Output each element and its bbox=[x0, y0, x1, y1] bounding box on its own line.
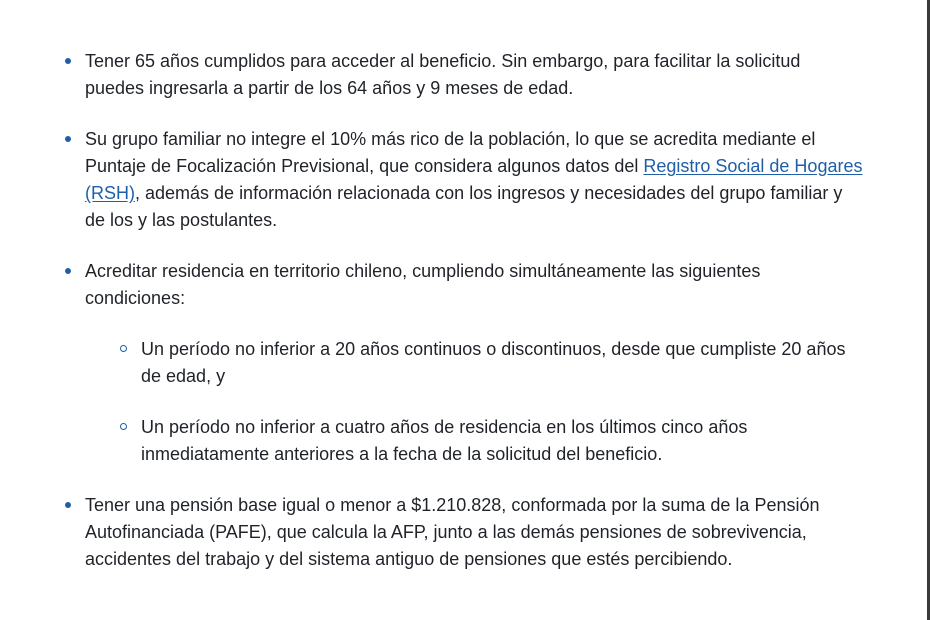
requirement-text: Su grupo familiar no integre el 10% más rico de la población, lo que se acredita mediante el Puntaje de Focalización Previsional, que considera algunos datos del bbox=[85, 129, 816, 176]
requirement-text: Tener 65 años cumplidos para acceder al beneficio. Sin embargo, para facilitar la solicitud puedes ingresarla a partir de los 64 años y 9 meses de edad. bbox=[85, 51, 801, 98]
requirement-text: Acreditar residencia en territorio chileno, cumpliendo simultáneamente las siguientes condiciones: bbox=[85, 261, 761, 308]
rsh-link[interactable]: Registro Social de Hogares (RSH) bbox=[85, 156, 863, 203]
bullet-icon bbox=[65, 268, 71, 274]
condition-text: Un período no inferior a cuatro años de residencia en los últimos cinco años inmediatamente anteriores a la fecha de la solicitud del beneficio. bbox=[141, 417, 748, 464]
list-item bbox=[64, 48, 864, 102]
list-item bbox=[64, 126, 864, 234]
requirement-text: Tener una pensión base igual o menor a $1.210.828, conformada por la suma de la Pensión Autofinanciada (PAFE), que calcula la AFP, junto a las demás pensiones de sobrevivencia, accidentes del trabajo y del sistema antiguo de pensiones que estés percibiendo. bbox=[85, 495, 820, 569]
sub-list-item bbox=[120, 414, 864, 468]
list-item bbox=[64, 258, 864, 468]
requirement-text-continued: , además de información relacionada con los ingresos y necesidades del grupo familiar y de los y las postulantes. bbox=[85, 183, 843, 230]
sub-bullet-icon bbox=[120, 345, 127, 352]
requirements-list bbox=[64, 48, 864, 573]
sub-list-item bbox=[120, 336, 864, 390]
sub-bullet-icon bbox=[120, 423, 127, 430]
condition-text: Un período no inferior a 20 años continuos o discontinuos, desde que cumpliste 20 años de edad, y bbox=[141, 339, 846, 386]
residence-conditions-list bbox=[85, 336, 864, 468]
bullet-icon bbox=[65, 502, 71, 508]
bullet-icon bbox=[65, 58, 71, 64]
bullet-icon bbox=[65, 136, 71, 142]
list-item bbox=[64, 492, 864, 573]
